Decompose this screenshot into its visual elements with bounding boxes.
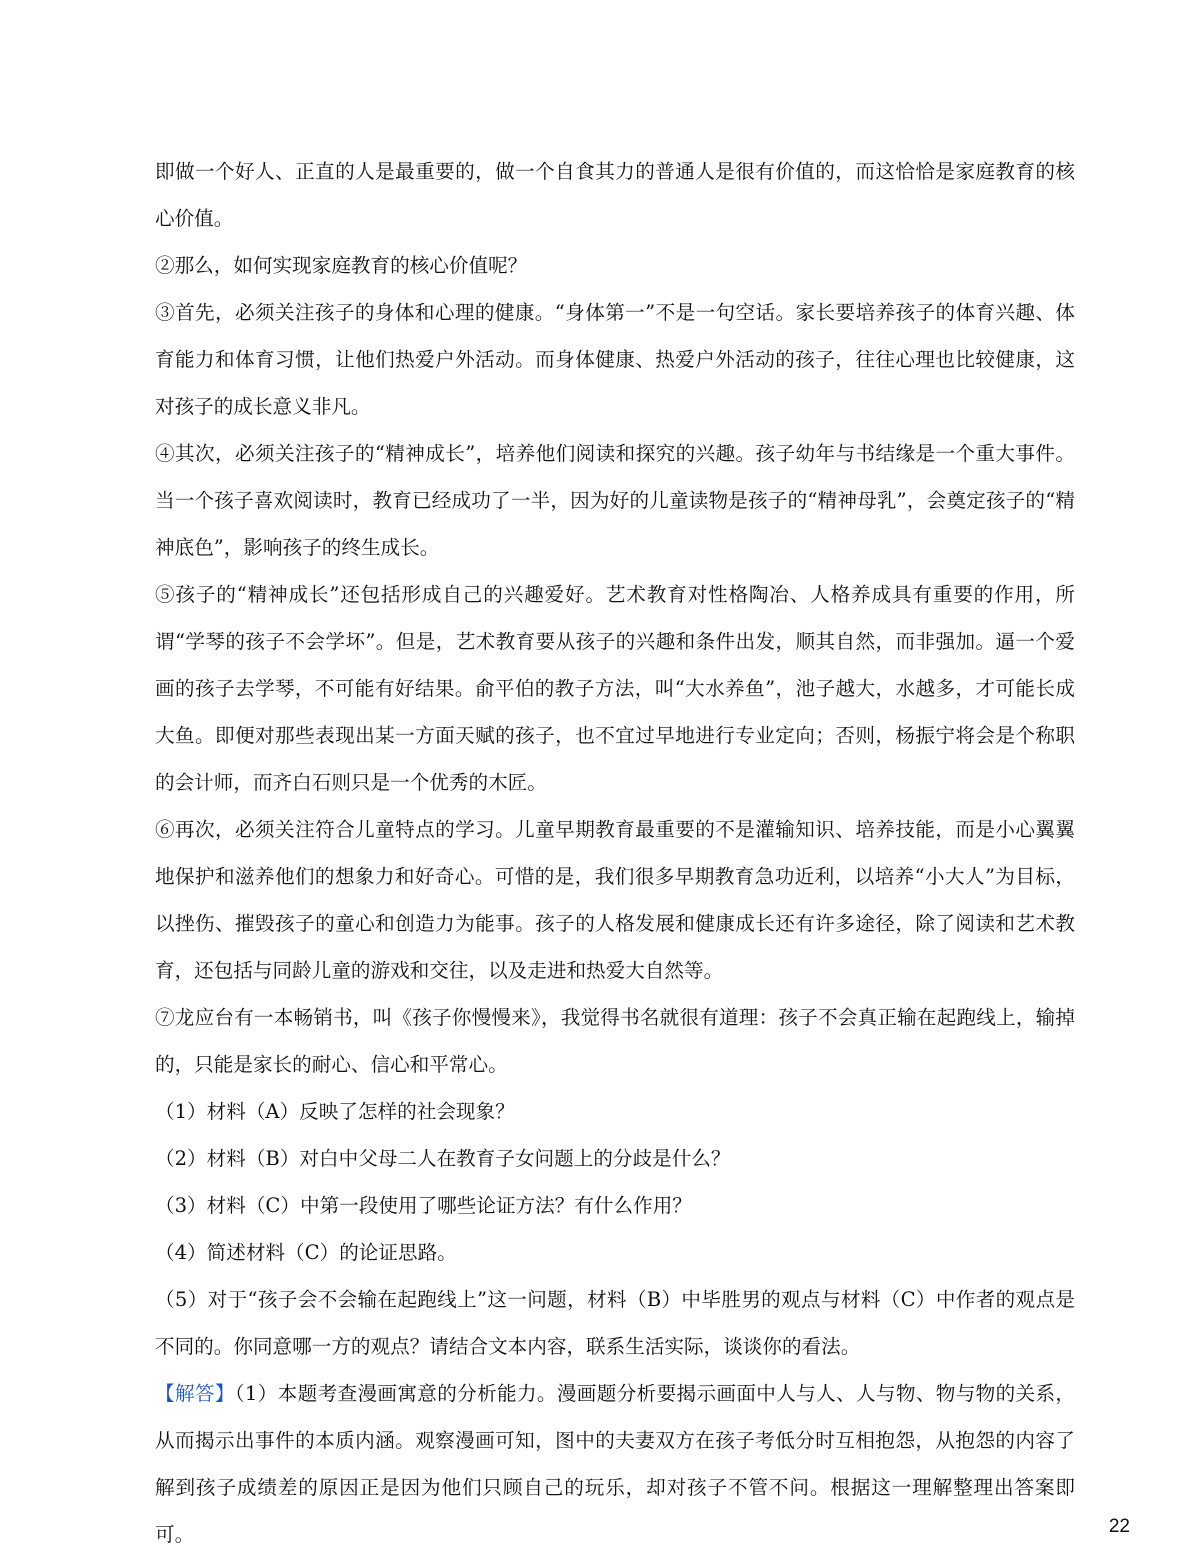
page-number: 22 — [1108, 1516, 1130, 1537]
document-body — [155, 148, 1075, 1558]
paragraph-5: ⑤孩子的“精神成长”还包括形成自己的兴趣爱好。艺术教育对性格陶冶、人格养成具有重要的作用，所谓“学琴的孩子不会学坏”。但是，艺术教育要从孩子的兴趣和条件出发，顺其自然，而非强加。逼一个爱画的孩子去学琴，不可能有好结果。俞平伯的教子方法，叫“大水养鱼”，池子越大，水越多，才可能长成大鱼。即便对那些表现出某一方面天赋的孩子，也不宜过早地进行专业定向；否则，杨振宁将会是个称职的会计师，而齐白石则只是一个优秀的木匠。 — [155, 583, 1075, 794]
paragraph-1-continued: 即做一个好人、正直的人是最重要的，做一个自食其力的普通人是很有价值的，而这恰恰是家庭教育的核心价值。 — [155, 160, 1075, 230]
paragraph-2: ②那么，如何实现家庭教育的核心价值呢？ — [155, 254, 528, 277]
answer-paragraph — [155, 1370, 1075, 1558]
paragraph-6: ⑥再次，必须关注符合儿童特点的学习。儿童早期教育最重要的不是灌输知识、培养技能，而是小心翼翼地保护和滋养他们的想象力和好奇心。可惜的是，我们很多早期教育急功近利，以培养“小大人”为目标，以挫伤、摧毁孩子的童心和创造力为能事。孩子的人格发展和健康成长还有许多途径，除了阅读和艺术教育，还包括与同龄儿童的游戏和交往，以及走进和热爱大自然等。 — [155, 818, 1075, 982]
answer-tag: 【解答】 — [155, 1382, 235, 1405]
question-4: （4）简述材料（C）的论证思路。 — [155, 1241, 457, 1264]
paragraph-3: ③首先，必须关注孩子的身体和心理的健康。“身体第一”不是一句空话。家长要培养孩子的体育兴趣、体育能力和体育习惯，让他们热爱户外活动。而身体健康、热爱户外活动的孩子，往往心理也比较健康，这对孩子的成长意义非凡。 — [155, 301, 1075, 418]
paragraph-7: ⑦龙应台有一本畅销书，叫《孩子你慢慢来》，我觉得书名就很有道理：孩子不会真正输在起跑线上，输掉的，只能是家长的耐心、信心和平常心。 — [155, 1006, 1075, 1076]
question-5: （5）对于“孩子会不会输在起跑线上”这一问题，材料（B）中毕胜男的观点与材料（C）中作者的观点是不同的。你同意哪一方的观点？请结合文本内容，联系生活实际，谈谈你的看法。 — [155, 1288, 1075, 1358]
paragraph-4: ④其次，必须关注孩子的“精神成长”，培养他们阅读和探究的兴趣。孩子幼年与书结缘是一个重大事件。当一个孩子喜欢阅读时，教育已经成功了一半，因为好的儿童读物是孩子的“精神母乳”，会奠定孩子的“精神底色”，影响孩子的终生成长。 — [155, 442, 1075, 559]
question-2: （2）材料（B）对白中父母二人在教育子女问题上的分歧是什么？ — [155, 1147, 731, 1170]
answer-text: （1）本题考查漫画寓意的分析能力。漫画题分析要揭示画面中人与人、人与物、物与物的关系，从而揭示出事件的本质内涵。观察漫画可知，图中的夫妻双方在孩子考低分时互相抱怨，从抱怨的内容了解到孩子成绩差的原因正是因为他们只顾自己的玩乐，却对孩子不管不问。根据这一理解整理出答案即可。 — [155, 1382, 1076, 1546]
question-1: （1）材料（A）反映了怎样的社会现象？ — [155, 1100, 515, 1123]
question-3: （3）材料（C）中第一段使用了哪些论证方法？有什么作用？ — [155, 1194, 692, 1217]
